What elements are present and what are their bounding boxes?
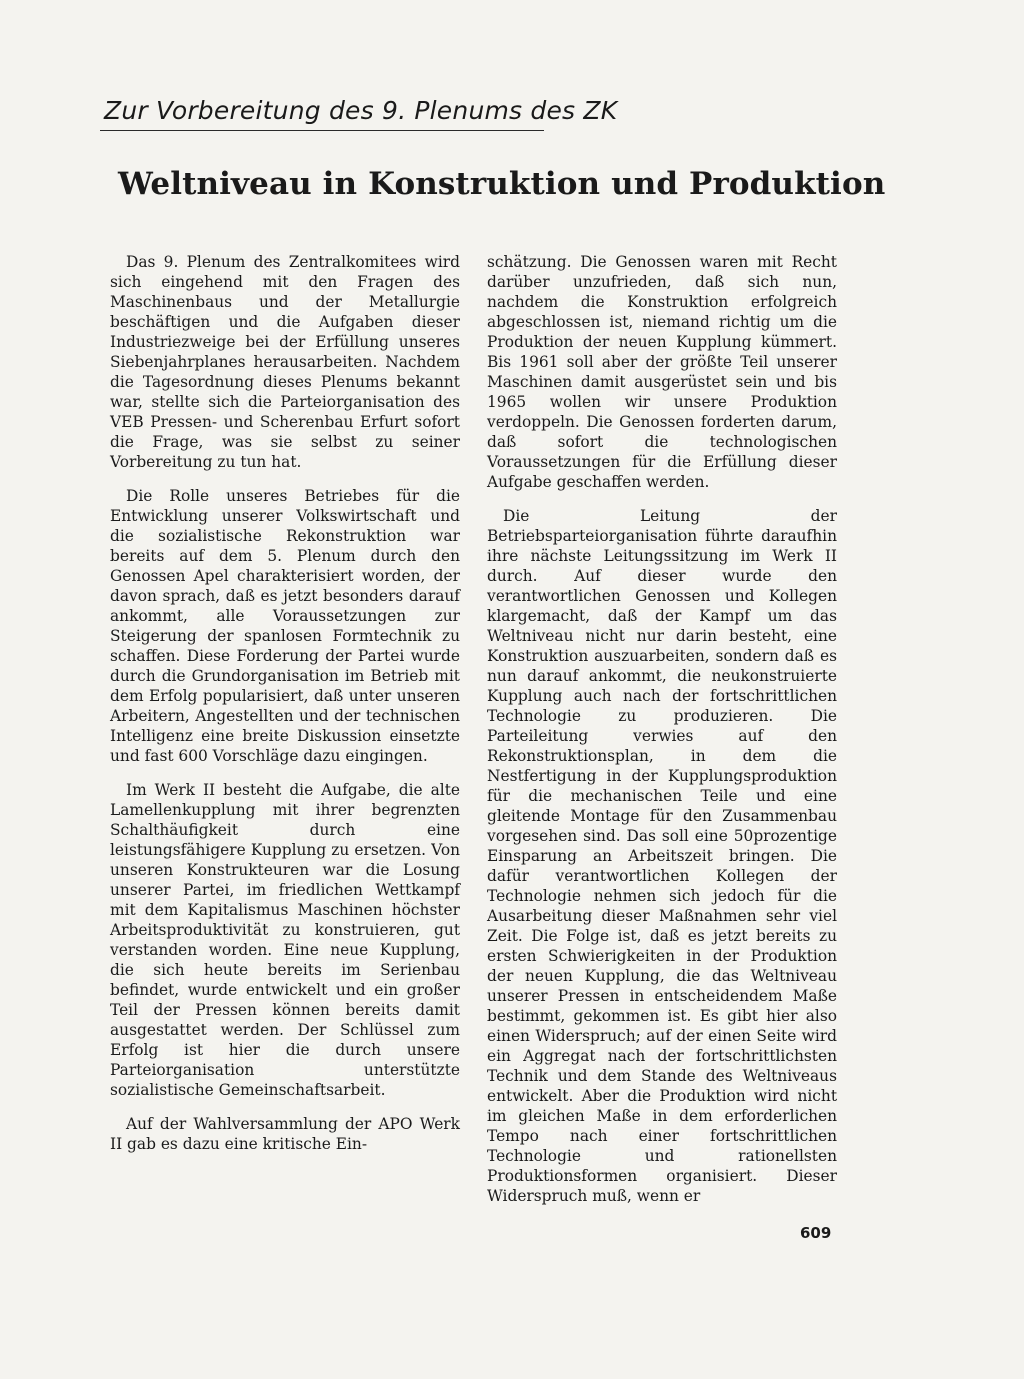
paragraph: Die Rolle unseres Betriebes für die Entwicklung unserer Volkswirtschaft und die sozialistische Rekonstruktion war bereits auf dem 5. Plenum durch den Genossen Apel charakterisiert worden, der davon sprach, daß es jetzt besonders darauf ankommt, alle Voraussetzungen zur Steigerung der spanlosen Formtechnik zu schaffen. Diese Forderung der Partei wurde durch die Grundorganisation im Betrieb mit dem Erfolg popularisiert, daß unter unseren Arbeitern, Angestellten und der technischen Intelligenz eine breite Diskussion einsetzte und fast 600 Vorschläge dazu eingingen. [110, 487, 460, 765]
paragraph: Auf der Wahlversammlung der APO Werk II gab es dazu eine kritische Ein- [110, 1115, 460, 1153]
right-column [487, 252, 837, 1220]
page-number: 609 [800, 1224, 832, 1242]
left-column [110, 252, 460, 1168]
paragraph: Im Werk II besteht die Aufgabe, die alte Lamellenkupplung mit ihrer begrenzten Schalthäufigkeit durch eine leistungsfähigere Kupplung zu ersetzen. Von unseren Konstrukteuren war die Losung unserer Partei, im friedlichen Wettkampf mit dem Kapitalismus Maschinen höchster Arbeitsproduktivität zu konstruieren, gut verstanden worden. Eine neue Kupplung, die sich heute bereits im Serienbau befindet, wurde entwickelt und ein großer Teil der Pressen können bereits damit ausgestattet werden. Der Schlüssel zum Erfolg ist hier die durch unsere Parteiorganisation unterstützte sozialistische Gemeinschaftsarbeit. [110, 781, 460, 1099]
paragraph: Das 9. Plenum des Zentralkomitees wird sich eingehend mit den Fragen des Maschinenbaus und der Metallurgie beschäftigen und die Aufgaben dieser Industriezweige bei der Erfüllung unseres Siebenjahrplanes herausarbeiten. Nachdem die Tagesordnung dieses Plenums bekannt war, stellte sich die Parteiorganisation des VEB Pressen- und Scherenbau Erfurt sofort die Frage, was sie selbst zu seiner Vorbereitung zu tun hat. [110, 253, 460, 471]
kicker-line: Zur Vorbereitung des 9. Plenums des ZK [104, 96, 618, 125]
paragraph: Die Leitung der Betriebsparteiorganisation führte daraufhin ihre nächste Leitungssitzung im Werk II durch. Auf dieser wurde den verantwortlichen Genossen und Kollegen klargemacht, daß der Kampf um das Weltniveau nicht nur darin besteht, eine Konstruktion auszuarbeiten, sondern daß es nun darauf ankommt, die neukonstruierte Kupplung auch nach der fortschrittlichen Technologie zu produzieren. Die Parteileitung verwies auf den Rekonstruktionsplan, in dem die Nestfertigung in der Kupplungsproduktion für die mechanischen Teile und eine gleitende Montage für den Zusammenbau vorgesehen sind. Das soll eine 50prozentige Einsparung an Arbeitszeit bringen. Die dafür verantwortlichen Kollegen der Technologie nehmen sich jedoch für die Ausarbeitung dieser Maßnahmen sehr viel Zeit. Die Folge ist, daß es jetzt bereits zu ersten Schwierigkeiten in der Produktion der neuen Kupplung, die das Weltniveau unserer Pressen in entscheidendem Maße bestimmt, gekommen ist. Es gibt hier also einen Widerspruch; auf der einen Seite wird ein Aggregat nach der fortschrittlichsten Technik und dem Stande des Weltniveaus entwickelt. Aber die Produktion wird nicht im gleichen Maße in dem erforderlichen Tempo nach einer fortschrittlichen Technologie und rationellsten Produktionsformen organisiert. Dieser Widerspruch muß, wenn er [487, 507, 837, 1205]
kicker-underline [100, 130, 544, 131]
paragraph-continued: schätzung. Die Genossen waren mit Recht darüber unzufrieden, daß sich nun, nachdem die Konstruktion erfolgreich abgeschlossen ist, niemand richtig um die Produktion der neuen Kupplung kümmert. Bis 1961 soll aber der größte Teil unserer Maschinen damit ausgerüstet sein und bis 1965 wollen wir unsere Produktion verdoppeln. Die Genossen forderten darum, daß sofort die technologischen Voraussetzungen für die Erfüllung dieser Aufgabe geschaffen werden. [487, 253, 837, 491]
article-title: Weltniveau in Konstruktion und Produktion [118, 166, 886, 202]
